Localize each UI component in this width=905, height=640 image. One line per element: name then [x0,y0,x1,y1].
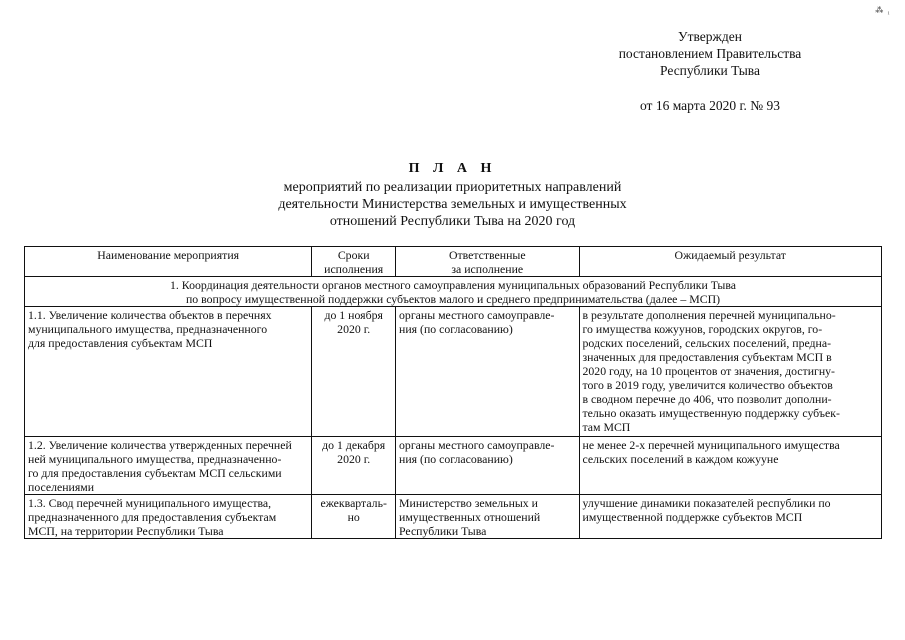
section-title: 1. Координация деятельности органов местного самоуправления муниципальных образований Республики Тыва по вопросу имущественной поддержки субъектов малого и среднего предпринимательства (далее – МСП) [25,277,882,307]
approval-line: Республики Тыва [660,63,760,78]
cell-name: 1.1. Увеличение количества объектов в перечнях муниципального имущества, предназначенного для предоставления субъектам МСП [25,307,312,437]
cell-responsible: Министерство земельных и имущественных отношений Республики Тыва [396,495,579,539]
plan-subtitle-line: деятельности Министерства земельных и имущественных [278,197,627,212]
approval-date: от 16 марта 2020 г. № 93 [639,98,781,113]
cell-result: улучшение динамики показателей республики по имущественной поддержке субъектов МСП [579,495,882,539]
header-name: Наименование мероприятия [25,247,312,277]
plan-table [24,246,882,539]
plan-title [0,160,905,230]
cell-deadline: до 1 ноября 2020 г. [312,307,396,437]
header-responsible: Ответственные за исполнение [396,247,579,277]
plan-subtitle-line: отношений Республики Тыва на 2020 год [329,214,576,229]
table-row [25,307,882,437]
approval-line: постановлением Правительства [618,46,802,61]
cell-responsible: органы местного самоуправле- ния (по согласованию) [396,307,579,437]
table-row [25,495,882,539]
approval-line: Утвержден [678,29,742,44]
cell-name: 1.3. Свод перечней муниципального имущества, предназначенного для предоставления субъектам МСП, на территории Республики Тыва [25,495,312,539]
cell-result: не менее 2-х перечней муниципального имущества сельских поселений в каждом кожууне [579,437,882,495]
cell-deadline: до 1 декабря 2020 г. [312,437,396,495]
cell-name: 1.2. Увеличение количества утвержденных перечней ней муниципального имущества, предназначенно- го для предоставления субъектам МСП сельскими поселениями [25,437,312,495]
corner-scan-mark: ⁂ ₁ [875,6,891,15]
table-header-row [25,247,882,277]
cell-result: в результате дополнения перечней муниципально- го имущества кожуунов, городских округов, го- родских поселений, сельских поселений, предна- значенных для предоставления субъектам МСП в 2020 году, на 10 процентов от значения, достигну- того в 2019 году, увеличится количество объектов в сводном перечне до 406, что позволит дополни- тельно оказать имущественную поддержку субъек- там МСП [579,307,882,437]
cell-deadline: ежекварталь- но [312,495,396,539]
header-deadline: Сроки исполнения [312,247,396,277]
table-row [25,437,882,495]
plan-subtitle-line: мероприятий по реализации приоритетных направлений [283,180,622,195]
section-row [25,277,882,307]
plan-heading: П Л А Н [408,161,497,176]
approval-block [560,28,860,114]
header-result: Ожидаемый результат [579,247,882,277]
cell-responsible: органы местного самоуправле- ния (по согласованию) [396,437,579,495]
